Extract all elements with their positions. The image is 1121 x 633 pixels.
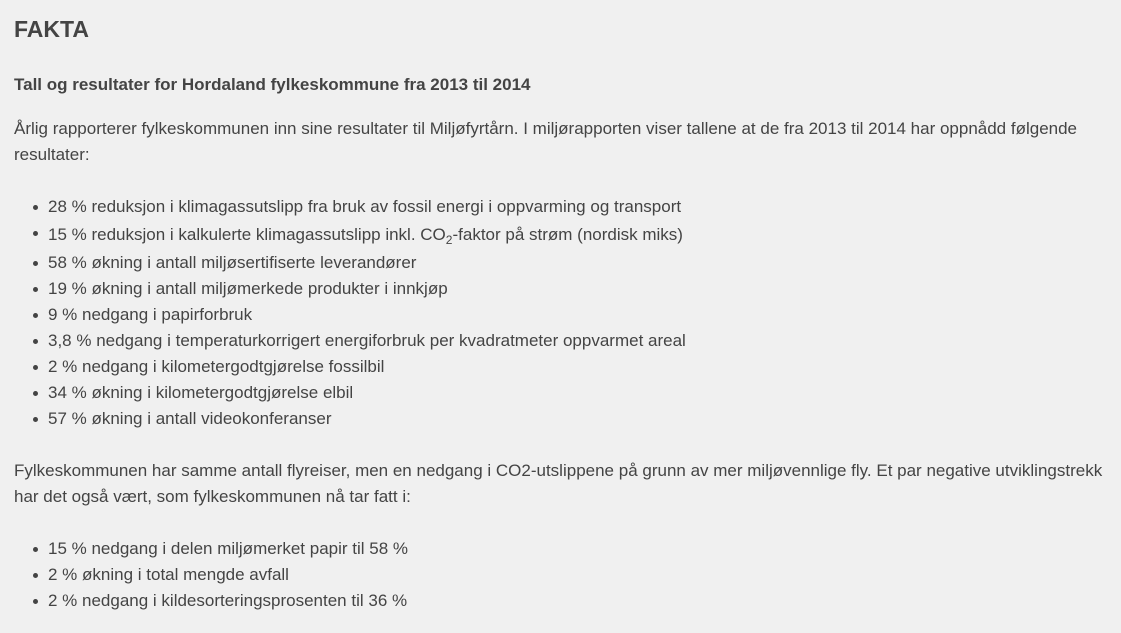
list-item-text: -faktor på strøm (nordisk miks)	[452, 225, 683, 244]
list-item: 3,8 % nedgang i temperaturkorrigert energiforbruk per kvadratmeter oppvarmet areal	[48, 328, 1107, 354]
list-item: 58 % økning i antall miljøsertifiserte leverandører	[48, 250, 1107, 276]
intro-paragraph: Årlig rapporterer fylkeskommunen inn sine resultater til Miljøfyrtårn. I miljørapporten viser tallene at de fra 2013 til 2014 har oppnådd følgende resultater:	[14, 119, 1078, 164]
list-item: 28 % reduksjon i klimagassutslipp fra bruk av fossil energi i oppvarming og transport	[48, 194, 1107, 220]
fakta-subheading: Tall og resultater for Hordaland fylkeskommune fra 2013 til 2014	[14, 75, 531, 94]
list-item	[48, 220, 1107, 250]
list-item: 34 % økning i kilometergodtgjørelse elbil	[48, 380, 1107, 406]
list-item: 57 % økning i antall videokonferanser	[48, 406, 1107, 432]
second-paragraph: Fylkeskommunen har samme antall flyreiser, men en nedgang i CO2-utslippene på grunn av mer miljøvennlige fly. Et par negative utviklingstrekk har det også vært, som fylkeskommunen nå tar fatt i:	[14, 461, 1103, 506]
fakta-heading: FAKTA	[14, 16, 89, 42]
list-item-text: 15 % reduksjon i kalkulerte klimagassutslipp inkl. CO	[48, 225, 446, 244]
results-list	[14, 194, 1107, 432]
list-item: 9 % nedgang i papirforbruk	[48, 302, 1107, 328]
list-item: 15 % nedgang i delen miljømerket papir til 58 %	[48, 536, 1107, 562]
co2-subscript: 2	[445, 233, 453, 247]
list-item: 2 % nedgang i kilometergodtgjørelse fossilbil	[48, 354, 1107, 380]
list-item: 19 % økning i antall miljømerkede produkter i innkjøp	[48, 276, 1107, 302]
list-item: 2 % økning i total mengde avfall	[48, 562, 1107, 588]
list-item: 2 % nedgang i kildesorteringsprosenten til 36 %	[48, 588, 1107, 614]
negatives-list	[14, 536, 1107, 614]
